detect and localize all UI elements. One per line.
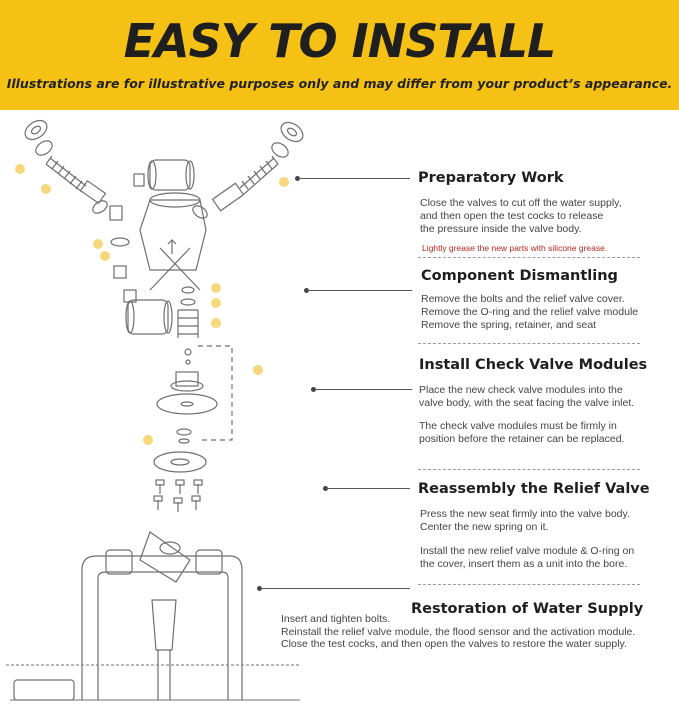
step4-line4: the cover, insert them as a unit into the bore. xyxy=(420,558,628,570)
left-spring-icon xyxy=(46,156,86,192)
installed-backflow-preventer-icon xyxy=(14,532,242,700)
step1-title: Preparatory Work xyxy=(418,170,564,186)
divider xyxy=(418,257,640,258)
valve-body-icon xyxy=(140,193,206,290)
step1-pointer-line xyxy=(298,178,410,179)
right-cap-icon xyxy=(278,119,307,146)
step2-line3: Remove the spring, retainer, and seat xyxy=(421,319,597,331)
step5-line1: Insert and tighten bolts. xyxy=(281,613,391,625)
divider xyxy=(418,343,640,344)
header-banner xyxy=(0,0,679,110)
marker-icon xyxy=(15,164,25,174)
marker-icon xyxy=(211,283,221,293)
step1-line1: Close the valves to cut off the water supply, xyxy=(420,197,622,209)
step3-line2: valve body, with the seat facing the valve inlet. xyxy=(419,397,635,409)
marker-icon xyxy=(211,318,221,328)
step2-title: Component Dismantling xyxy=(421,268,618,284)
step2-line1: Remove the bolts and the relief valve cover. xyxy=(421,293,625,305)
step3-line1: Place the new check valve modules into the xyxy=(419,384,623,396)
diaphragm-icon xyxy=(157,394,217,414)
step1-line3: the pressure inside the valve body. xyxy=(420,223,582,235)
step1-grease-note: Lightly grease the new parts with silicone grease. xyxy=(422,243,608,253)
marker-icon xyxy=(143,435,153,445)
step4-line1: Press the new seat firmly into the valve body. xyxy=(420,508,630,520)
step4-line3: Install the new relief valve module & O-ring on xyxy=(420,545,635,557)
step3-pointer-line xyxy=(314,389,412,390)
callout-markers xyxy=(15,164,289,445)
step5-line2: Reinstall the relief valve module, the flood sensor and the activation module. xyxy=(281,626,636,638)
step4-title: Reassembly the Relief Valve xyxy=(418,481,650,497)
step3-line4: position before the retainer can be replaced. xyxy=(419,433,625,445)
marker-icon xyxy=(93,239,103,249)
step4-pointer-line xyxy=(326,488,410,489)
relief-spring-icon xyxy=(178,310,198,338)
relief-module-icon xyxy=(171,372,203,391)
disclaimer-note: Illustrations are for illustrative purposes only and may differ from your product’s appearance. xyxy=(6,76,673,91)
step5-title: Restoration of Water Supply xyxy=(411,601,644,617)
step3-title: Install Check Valve Modules xyxy=(419,357,648,373)
step1-line2: and then open the test cocks to release xyxy=(420,210,604,222)
step5-pointer-line xyxy=(260,588,410,589)
step4-line2: Center the new spring on it. xyxy=(420,521,549,533)
relief-cover-icon xyxy=(154,452,206,472)
left-cap-icon xyxy=(22,117,51,144)
step2-pointer-line xyxy=(307,290,412,291)
bolts-icon xyxy=(154,480,202,512)
marker-icon xyxy=(253,365,263,375)
step2-line2: Remove the O-ring and the relief valve module xyxy=(421,306,639,318)
marker-icon xyxy=(279,177,289,187)
step5-line3: Close the test cocks, and then open the valves to restore the water supply. xyxy=(281,638,627,650)
page-title: EASY TO INSTALL xyxy=(123,14,556,68)
marker-icon xyxy=(211,298,221,308)
shutoff-valve-icon xyxy=(148,160,194,190)
ground-icon xyxy=(6,665,300,700)
marker-icon xyxy=(100,251,110,261)
step3-line3: The check valve modules must be firmly in xyxy=(419,420,617,432)
right-spring-icon xyxy=(240,156,278,194)
divider xyxy=(418,469,640,470)
divider xyxy=(418,584,640,585)
marker-icon xyxy=(41,184,51,194)
shutoff-valve-lower-icon xyxy=(126,300,172,334)
